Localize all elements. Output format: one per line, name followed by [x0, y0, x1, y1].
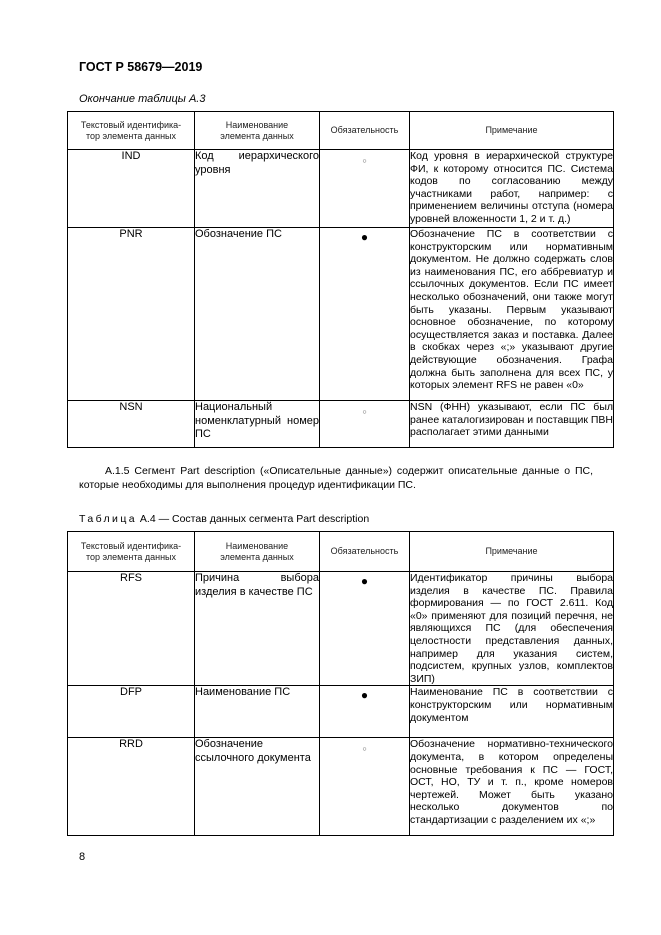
section-paragraph: [79, 464, 593, 492]
row-note: NSN (ФНН) указывают, если ПС был ранее каталогизирован и поставщик ПВН располагает этими данными: [410, 401, 614, 448]
mandatory-marker-icon: ●: [360, 230, 369, 244]
row-identifier: PNR: [68, 228, 195, 401]
page-number: 8: [79, 851, 86, 863]
row-identifier: DFP: [68, 686, 195, 738]
row-note: Идентификатор причины выбора изделия в качестве ПС. Правила формирования — по ГОСТ 2.611. Код «0» применяют для позиций перечня, не являющихся ПС (для обеспечения целостности представления данных, например для указания систем, подсистем, крупных узлов, комплектов ЗИП): [410, 572, 613, 685]
table-a3-caption: Окончание таблицы А.3: [79, 93, 206, 105]
column-header-name: Наименование элемента данных: [195, 532, 320, 572]
column-header-identifier: Текстовый идентифика-тор элемента данных: [68, 532, 195, 572]
row-identifier: RFS: [68, 572, 195, 686]
optional-marker-icon: ○: [362, 409, 367, 416]
table-a4-caption-label: Таблица: [79, 513, 137, 525]
row-identifier: NSN: [68, 401, 195, 448]
table-a4-caption: [79, 513, 369, 525]
table-a4-header-row: [68, 532, 614, 572]
column-header-note: Примечание: [410, 532, 614, 572]
row-identifier: RRD: [68, 738, 195, 836]
row-note: Обозначение нормативно-технического документа, в котором определены основные требования к ПС — ГОСТ, ОСТ, НО, ТУ и т. п., кроме номеров чертежей. Может быть указано несколько документов по стандартизации с разделением их «;»: [410, 738, 614, 836]
optional-marker-icon: ○: [362, 746, 367, 754]
table-a3-header-row: [68, 112, 614, 150]
optional-marker-icon: ○: [362, 158, 367, 165]
table-a4-caption-text: А.4 — Состав данных сегмента Part description: [139, 513, 370, 525]
row-note: Код уровня в иерархической структуре ФИ, к которому относится ПС. Система кодов по согласованию между участниками работ, например: с применением величины отступа (номера уровней вложенности 1, 2 и т. д.): [410, 150, 614, 228]
column-header-note: Примечание: [410, 112, 614, 150]
table-a4: [67, 531, 614, 836]
table-row: [68, 572, 614, 686]
row-name: Наименование ПС: [195, 686, 320, 738]
row-mandatory: [320, 228, 410, 401]
row-mandatory: [320, 738, 410, 836]
row-identifier: IND: [68, 150, 195, 228]
row-name: Код иерархического уровня: [195, 150, 320, 228]
table-row: [68, 401, 614, 448]
column-header-mandatory: Обязательность: [320, 532, 410, 572]
row-name: Обозначение ссылочного документа: [195, 738, 320, 836]
paragraph-text: А.1.5 Сегмент Part description («Описательные данные») содержит описательные данные о ПС, которые необходимы для выполнения процедур идентификации ПС.: [79, 465, 593, 491]
mandatory-marker-icon: ●: [360, 574, 369, 588]
column-header-mandatory: Обязательность: [320, 112, 410, 150]
table-row: [68, 150, 614, 228]
row-name: Обозначение ПС: [195, 228, 320, 401]
row-note: Наименование ПС в соответствии с конструкторским или нормативным документом: [410, 686, 614, 738]
row-mandatory: [320, 686, 410, 738]
row-name: Причина выбора изделия в качестве ПС: [195, 572, 320, 686]
row-mandatory: [320, 401, 410, 448]
row-mandatory: [320, 150, 410, 228]
row-name: Национальный номенклатурный номер ПС: [195, 401, 320, 448]
document-header: ГОСТ Р 58679—2019: [79, 60, 203, 74]
column-header-identifier: Текстовый идентифика-тор элемента данных: [68, 112, 195, 150]
column-header-name: Наименование элемента данных: [195, 112, 320, 150]
row-note: Обозначение ПС в соответствии с конструкторским или нормативным документом. Не должно содержать слов из наименования ПС, его аббревиатур и ссылочных документов. Если ПС имеет несколько обозначений, они также могут быть указаны. Первым указывают основное обозначение, по которому осуществляется заказ и поставка. Далее в скобках через «;» указывают другие действующие обозначения. Графа должна быть заполнена для всех ПС, у которых элемент RFS не равен «0»: [410, 228, 614, 401]
row-mandatory: [320, 572, 410, 686]
mandatory-marker-icon: ●: [360, 688, 369, 703]
table-row: [68, 228, 614, 401]
table-a3: [67, 111, 614, 448]
table-row: [68, 686, 614, 738]
table-row: [68, 738, 614, 836]
